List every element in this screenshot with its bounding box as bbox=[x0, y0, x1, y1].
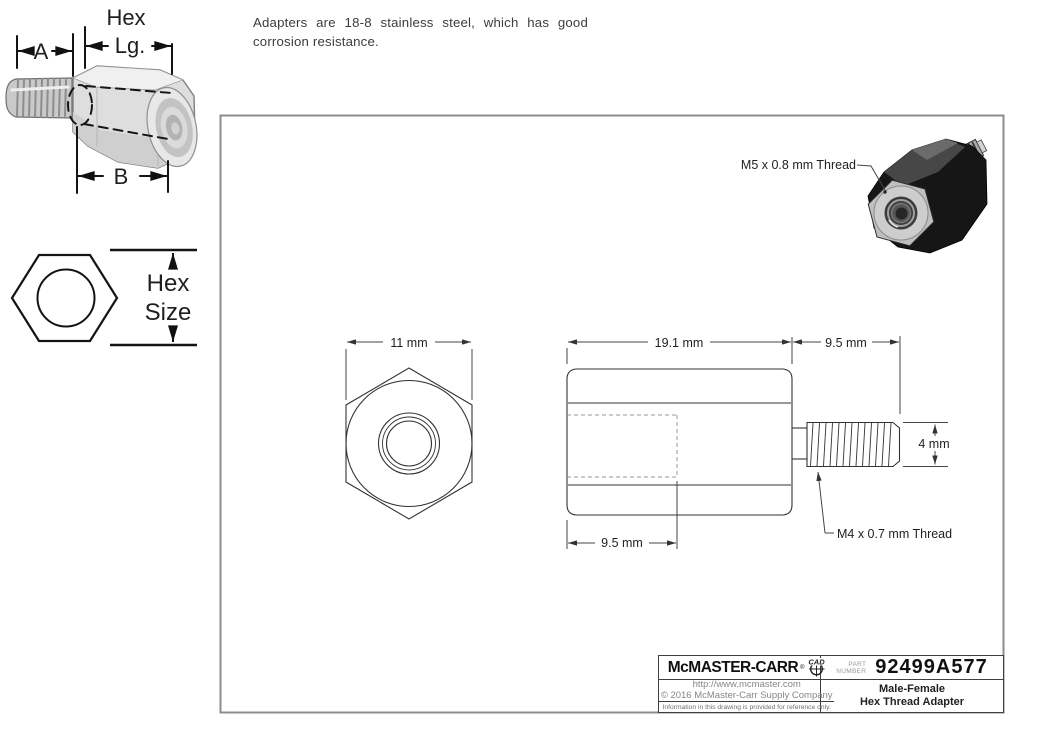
dim-b-label: B bbox=[113, 164, 129, 189]
dim-hexlg-label1: Hex bbox=[106, 5, 146, 30]
part-photo bbox=[868, 137, 988, 253]
title-block-right bbox=[821, 656, 1003, 712]
leader-dot bbox=[883, 190, 886, 193]
dim-hexlg-label2: Lg. bbox=[114, 33, 146, 58]
title-block bbox=[658, 655, 1004, 713]
dim-stud-diameter-label: 4 mm bbox=[918, 437, 950, 451]
company-url: http://www.mcmaster.com bbox=[692, 679, 801, 690]
part-number: 92499A577 bbox=[875, 656, 988, 678]
male-thread-leader bbox=[818, 472, 834, 533]
company-copyright: © 2016 McMaster-Carr Supply Company bbox=[660, 689, 833, 701]
disclaimer-row bbox=[659, 702, 834, 712]
title-block-left bbox=[659, 656, 833, 712]
hex-size-label2: Size bbox=[144, 299, 192, 326]
part-number-label bbox=[836, 661, 866, 675]
dim-thread-depth-label: 9.5 mm bbox=[601, 536, 643, 550]
registered-mark: ® bbox=[800, 664, 805, 671]
female-thread-callout: M5 x 0.8 mm Thread bbox=[740, 158, 856, 172]
disclaimer-text: Information in this drawing is provided for reference only. bbox=[662, 703, 831, 711]
dim-body-length-label: 19.1 mm bbox=[654, 336, 704, 350]
photo-female-hole bbox=[885, 197, 918, 230]
front-view bbox=[346, 368, 472, 519]
product-name-line2: Hex Thread Adapter bbox=[859, 696, 965, 708]
side-view bbox=[567, 369, 900, 515]
dim-hex-width-label: 11 mm bbox=[390, 336, 428, 350]
reference-note: Adapters are 18-8 stainless steel, which has good corrosion resistance. bbox=[253, 15, 588, 49]
hex-size-label1: Hex bbox=[146, 270, 190, 297]
company-info bbox=[659, 680, 834, 702]
product-name-row bbox=[821, 680, 1003, 712]
brand-logo: McMASTER-CARR bbox=[667, 658, 799, 676]
cad-stamp-text: CAD bbox=[807, 658, 825, 667]
brand-row bbox=[659, 656, 834, 680]
legend-iso-view bbox=[6, 5, 204, 193]
dim-stud-length-label: 9.5 mm bbox=[825, 336, 867, 350]
male-thread-callout: M4 x 0.7 mm Thread bbox=[837, 527, 953, 541]
part-label-line2: NUMBER bbox=[836, 667, 867, 675]
dim-a-label: A bbox=[33, 39, 49, 64]
part-number-row bbox=[821, 656, 1003, 680]
legend-hex-size bbox=[12, 250, 197, 345]
part-label-line1: PART bbox=[848, 660, 867, 668]
product-name-line1: Male-Female bbox=[878, 683, 946, 695]
